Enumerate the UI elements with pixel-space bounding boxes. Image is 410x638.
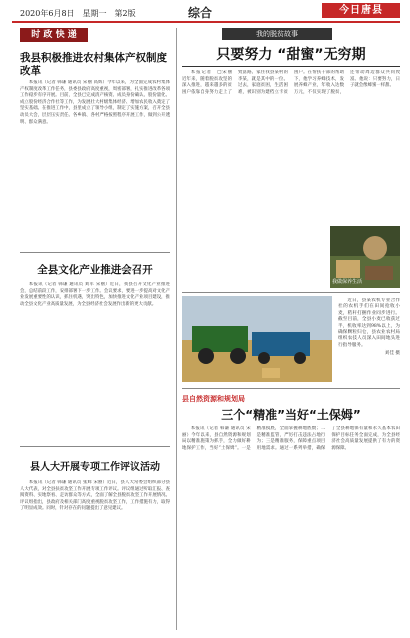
feature2-headline: 三个“精准”当好“土保姆” (221, 408, 361, 422)
article-1-body (20, 80, 170, 248)
article-1-text: 本报讯（记者 韩谦 通讯员 宋丽 高辉）今年以来，为全面完成农村集体产权制度改革工作任务，县委县政府高度重视，周密部署，扎实推进改革各项工作稳步有序开展。目前，全县已完成清产核资、成员身份确认、股份量化、成立股份经济合作社等工作，为发展壮大村级集体经济、增加农民收入奠定了坚实基础。在推进工作中，县里成立了领导小组，制定了实施方案，召开全县动员大会，层层压实责任。各乡镇、各村严格按照程序开展工作，做到公开透明、群众满意。 (20, 80, 170, 125)
divider (182, 66, 400, 67)
feature2-body (182, 426, 400, 630)
photo-caption: 我做保养生活 (332, 279, 363, 285)
feature-body (182, 70, 400, 220)
feature-text: 本报记者 □宋丽 近年来，随着脱贫攻坚的深入推进，越来越多的贫困户依靠自身努力走上了致富路。家住我县某村的李某，就是其中的一位。过去，家庭贫困，生活困难，被识别为建档立卡贫困户。在帮扶干部的帮助下，他学习养蜂技术，发展养蜂产业，年收入达数万元，不仅实现了脱贫，还带动周边群众共同致富。他说：只要努力，日子就会像蜂蜜一样甜。 (182, 70, 400, 95)
headline-3: 县人大开展专项工作评议活动 (30, 462, 160, 473)
article-3-text: 本报讯（记者 韩谦 通讯员 张辉 宋丽）近日，县人大常委会组织部分县人大代表，对全县扶贫攻坚工作开展专项工作评议。评议组通过听取汇报、查阅资料、实地察看、走访群众等方式，全面了解全县脱贫攻坚工作开展情况。评议组指出，县政府及相关部门高度重视脱贫攻坚工作，工作措施有力，取得了明显成效。同时，针对存在的问题提出了意见建议。 (20, 480, 170, 512)
divider (20, 446, 170, 447)
divider (182, 388, 400, 389)
feature2-text: 本报讯（记者 韩谦 通讯员 宋丽）今年以来，县自然资源和规划局以精准施策为抓手，全力做好耕地保护工作，当好“土保姆”。一是精准摸底，全面掌握耕地底数；二是精准监管，严厉打击违法占地行为；三是精准服务，保障重点项目用地需求。通过一系列举措，确保了全县耕地保有量和永久基本农田保护目标任务全面完成，为全县经济社会高质量发展提供了有力的资源保障。 (182, 426, 400, 451)
headline-2: 全县文化产业推进会召开 (37, 264, 153, 276)
harvest-photo (182, 296, 332, 382)
header-date: 2020年6月8日 星期一 第2版 (20, 9, 136, 18)
feature-photo (330, 226, 400, 288)
feature2-kicker: 县自然资源和规划局 (182, 395, 245, 403)
divider (182, 292, 400, 293)
harvest-photo-image (182, 296, 332, 382)
harvest-credit: 刘佳 摄 (384, 351, 400, 357)
header-rule (12, 21, 400, 23)
divider (20, 252, 170, 253)
section-tag: 时 政 快 递 (20, 28, 88, 42)
article-2-text: 本报讯（记者 韩谦 通讯员 刘军 宋丽）近日，我县召开文化产业推进会，总结前段工作，安排部署下一步工作。会议要求，要进一步提高对文化产业发展重要性的认识，抓住机遇，突出特色，加快推进文化产业项目建设，推动全县文化产业高质量发展，为全县经济社会发展作出新的更大贡献。 (20, 282, 170, 307)
column-divider (176, 28, 177, 630)
headline-1: 我县积极推进农村集体产权制度改革 (20, 52, 167, 77)
article-3-body (20, 480, 170, 630)
harvest-caption (338, 298, 400, 384)
harvest-caption-text: 近日，县某农机专业合作社的农机手们在田间抢收小麦，秸秆打捆作业同步进行。截至目前，全县小麦已收获过半，机收率达到98%以上，为确保颗粒归仓，县农业农村局组织农技人员深入田间地头进行指导服务。 (338, 298, 400, 348)
feature-kicker: 我的脱贫故事 (222, 28, 332, 40)
feature-headline: 只要努力 “甜蜜”无穷期 (216, 47, 366, 63)
newspaper-logo: 今日唐县 (322, 3, 400, 18)
section-title: 综合 (188, 6, 213, 20)
article-2-body (20, 282, 170, 442)
